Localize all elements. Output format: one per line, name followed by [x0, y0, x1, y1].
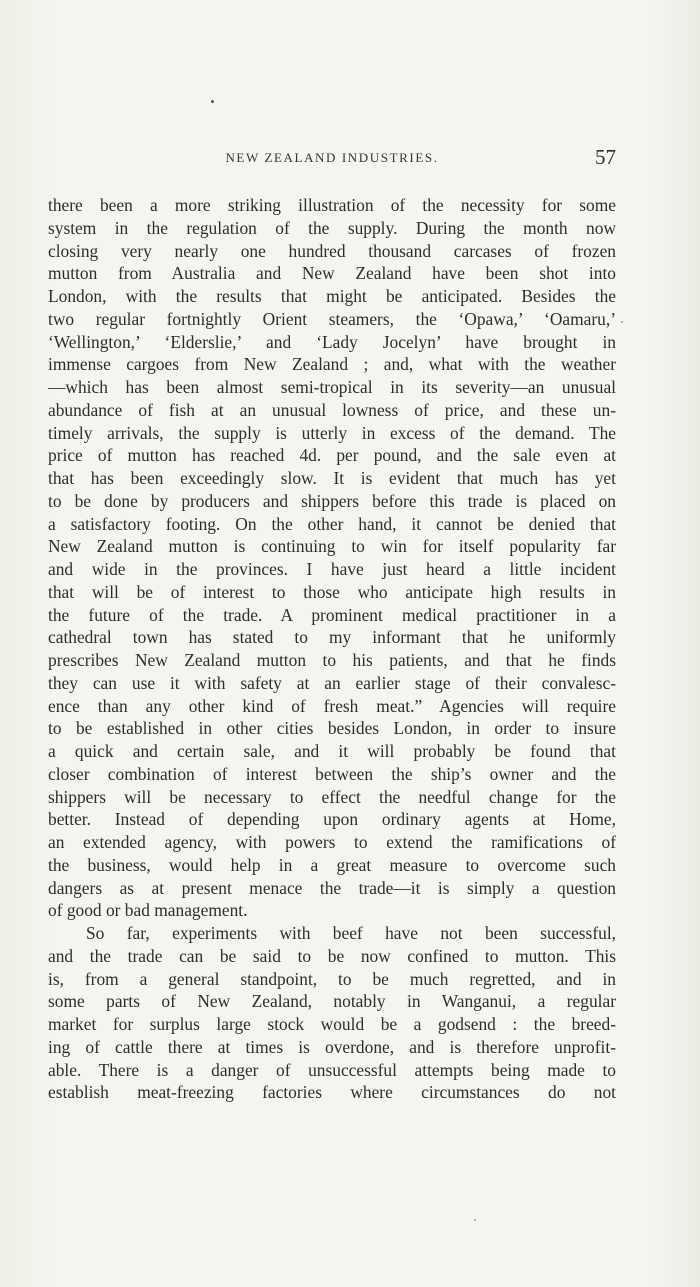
text-line: shippers will be necessary to effect the needful change for the: [48, 786, 616, 807]
text-line: that will be of interest to those who anticipate high results in: [48, 581, 616, 602]
text-line: there been a more striking illustration of the necessity for some: [48, 195, 616, 215]
text-line: and the trade can be said to be now confined to mutton. This: [48, 945, 616, 966]
text-line: the future of the trade. A prominent medical practitioner in a: [48, 604, 616, 625]
text-line: London, with the results that might be anticipated. Besides the: [48, 286, 616, 306]
text-line: they can use it with safety at an earlier stage of their convalesc-: [48, 672, 616, 693]
paragraph-start-line: So far, experiments with beef have not been successful,: [86, 923, 616, 943]
text-line: to be established in other cities besides London, in order to insure: [48, 718, 616, 739]
text-line: market for surplus large stock would be a godsend : the breed-: [48, 1014, 616, 1034]
text-line: an extended agency, with powers to extend the ramifications of: [48, 832, 616, 852]
text-line: immense cargoes from New Zealand ; and, what with the weather: [48, 354, 616, 375]
page-header: [48, 145, 616, 175]
text-line: establish meat-freezing factories where circumstances do not: [48, 1082, 616, 1103]
text-line: ing of cattle there at times is overdone, and is therefore unprofit-: [48, 1036, 616, 1057]
page-number: 57: [595, 145, 616, 169]
text-line: to be done by producers and shippers before this trade is placed on: [48, 490, 616, 511]
text-line: the business, would help in a great measure to overcome such: [48, 854, 616, 875]
text-line: —which has been almost semi-tropical in its severity—an unusual: [48, 377, 616, 397]
text-line: New Zealand mutton is continuing to win for itself popularity far: [48, 536, 616, 557]
text-line: dangers as at present menace the trade—it is simply a question: [48, 877, 616, 898]
text-line: price of mutton has reached 4d. per pound, and the sale even at: [48, 445, 616, 466]
text-line: able. There is a danger of unsuccessful attempts being made to: [48, 1059, 616, 1080]
text-line: some parts of New Zealand, notably in Wanganui, a regular: [48, 991, 616, 1012]
ink-speck: [621, 321, 623, 323]
text-line: ence than any other kind of fresh meat.” Agencies will require: [48, 695, 616, 716]
text-line: closing very nearly one hundred thousand carcases of frozen: [48, 240, 616, 261]
text-line: a quick and certain sale, and it will probably be found that: [48, 741, 616, 761]
running-title: NEW ZEALAND INDUSTRIES.: [225, 150, 439, 165]
text-line: abundance of fish at an unusual lowness of price, and these un-: [48, 399, 616, 420]
text-line: better. Instead of depending upon ordinary agents at Home,: [48, 809, 616, 830]
text-line: is, from a general standpoint, to be much regretted, and in: [48, 968, 616, 989]
text-line: prescribes New Zealand mutton to his patients, and that he finds: [48, 650, 616, 670]
text-line: a satisfactory footing. On the other hand, it cannot be denied that: [48, 513, 616, 534]
text-line: two regular fortnightly Orient steamers, the ‘Opawa,’ ‘Oamaru,’: [48, 308, 616, 329]
paragraph-end-line: of good or bad management.: [48, 900, 248, 921]
text-line: system in the regulation of the supply. During the month now: [48, 217, 616, 238]
text-line: mutton from Australia and New Zealand have been shot into: [48, 263, 616, 284]
body-text: [48, 194, 616, 1104]
text-line: that has been exceedingly slow. It is evident that much has yet: [48, 468, 616, 488]
text-line: ‘Wellington,’ ‘Elderslie,’ and ‘Lady Jocelyn’ have brought in: [48, 331, 616, 352]
ink-speck: [474, 1219, 476, 1221]
text-line: cathedral town has stated to my informant that he uniformly: [48, 627, 616, 648]
text-line: timely arrivals, the supply is utterly in excess of the demand. The: [48, 422, 616, 443]
text-line: and wide in the provinces. I have just heard a little incident: [48, 559, 616, 579]
text-line: closer combination of interest between the ship’s owner and the: [48, 763, 616, 784]
ink-speck: [211, 100, 214, 103]
